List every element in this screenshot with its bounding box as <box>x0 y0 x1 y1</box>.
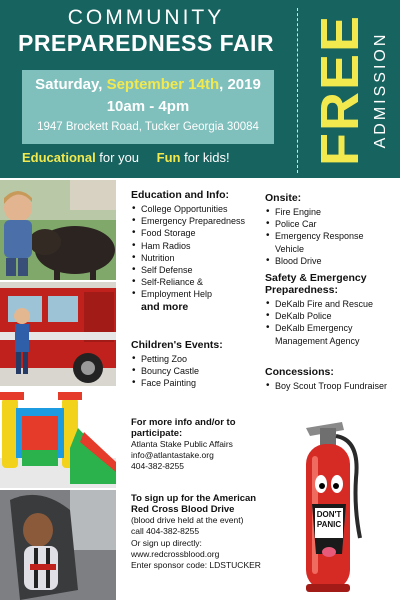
header-banner <box>0 0 400 178</box>
event-time: 10am - 4pm <box>106 98 190 115</box>
onsite-list <box>265 206 395 267</box>
fire-extinguisher-illustration <box>298 418 368 594</box>
info-org: Atlanta Stake Public Affairs <box>131 439 233 449</box>
admission-label: ADMISSION <box>372 31 389 149</box>
education-title: Education and Info: <box>131 189 229 201</box>
event-address: 1947 Brockett Road, Tucker Georgia 30084 <box>37 121 259 133</box>
education-section <box>131 189 261 313</box>
list-item: • Self-Reliance & <box>131 276 261 288</box>
list-item: • DeKalb Police <box>265 310 395 322</box>
safety-list <box>265 298 395 335</box>
education-list <box>131 203 261 301</box>
info-title-line2: participate: <box>131 427 183 439</box>
title-preparedness-fair: PREPAREDNESS FAIR <box>17 30 274 56</box>
safety-title-line2: Preparedness: <box>265 284 338 296</box>
header-divider <box>297 8 298 173</box>
photo-bouncy-castle <box>0 388 116 488</box>
list-item: • College Opportunities <box>131 203 261 215</box>
list-item: • Petting Zoo <box>131 353 261 365</box>
onsite-title: Onsite: <box>265 192 302 204</box>
info-email[interactable]: info@atlantastake.org <box>131 450 214 460</box>
photo-petting-zoo <box>0 180 116 280</box>
dont-panic-sign: DON'T PANIC <box>316 510 342 529</box>
list-item: • Fire Engine <box>265 206 395 218</box>
signup-call: call 404-382-8255 <box>131 526 200 536</box>
concessions-section <box>265 366 395 392</box>
signup-section <box>131 494 291 571</box>
list-item: • Face Painting <box>131 377 261 389</box>
safety-title-line1: Safety & Emergency <box>265 272 367 284</box>
children-list <box>131 353 261 390</box>
list-item: • Employment Help <box>131 288 261 300</box>
event-details-box <box>22 70 274 144</box>
list-item: • Blood Drive <box>265 255 395 267</box>
concessions-list <box>265 380 395 392</box>
photo-fire-engine <box>0 282 116 386</box>
safety-item-cont: Management Agency <box>275 335 360 346</box>
onsite-section <box>265 192 395 267</box>
photo-column <box>0 180 116 600</box>
info-phone: 404-382-8255 <box>131 461 184 471</box>
list-item: • Police Car <box>265 218 395 230</box>
list-item: • Boy Scout Troop Fundraiser <box>265 380 395 392</box>
fire-extinguisher-icon <box>298 418 368 594</box>
list-item: • Self Defense <box>131 264 261 276</box>
list-item: • Ham Radios <box>131 240 261 252</box>
children-section <box>131 339 261 390</box>
list-item: • Bouncy Castle <box>131 365 261 377</box>
signup-note: (blood drive held at the event) <box>131 515 244 525</box>
info-title-line1: For more info and/or to <box>131 417 236 428</box>
photo-car-seat <box>0 490 116 600</box>
free-label: FREE <box>310 13 370 167</box>
children-title: Children's Events: <box>131 339 223 351</box>
list-item: • DeKalb Emergency <box>265 322 395 334</box>
tagline: Educational for you Fun for kids! <box>22 150 230 165</box>
more-info-section <box>131 418 291 472</box>
list-item: • Food Storage <box>131 227 261 239</box>
concessions-title: Concessions: <box>265 366 334 378</box>
signup-title-line1: To sign up for the American <box>131 493 257 504</box>
title-community: COMMUNITY <box>67 6 225 29</box>
list-item: • Nutrition <box>131 252 261 264</box>
and-more-label: and more <box>141 300 189 313</box>
event-date-highlight: September 14th <box>106 76 220 93</box>
safety-section <box>265 272 395 347</box>
event-date: Saturday, September 14th, 2019 <box>35 76 261 93</box>
signup-url[interactable]: www.redcrossblood.org <box>131 549 220 559</box>
signup-title-line2: Red Cross Blood Drive <box>131 503 235 515</box>
list-item: • Emergency Response Vehicle <box>265 230 395 254</box>
signup-or: Or sign up directly: <box>131 538 202 548</box>
signup-code: Enter sponsor code: LDSTUCKER <box>131 560 261 570</box>
list-item: • DeKalb Fire and Rescue <box>265 298 395 310</box>
list-item: • Emergency Preparedness <box>131 215 261 227</box>
